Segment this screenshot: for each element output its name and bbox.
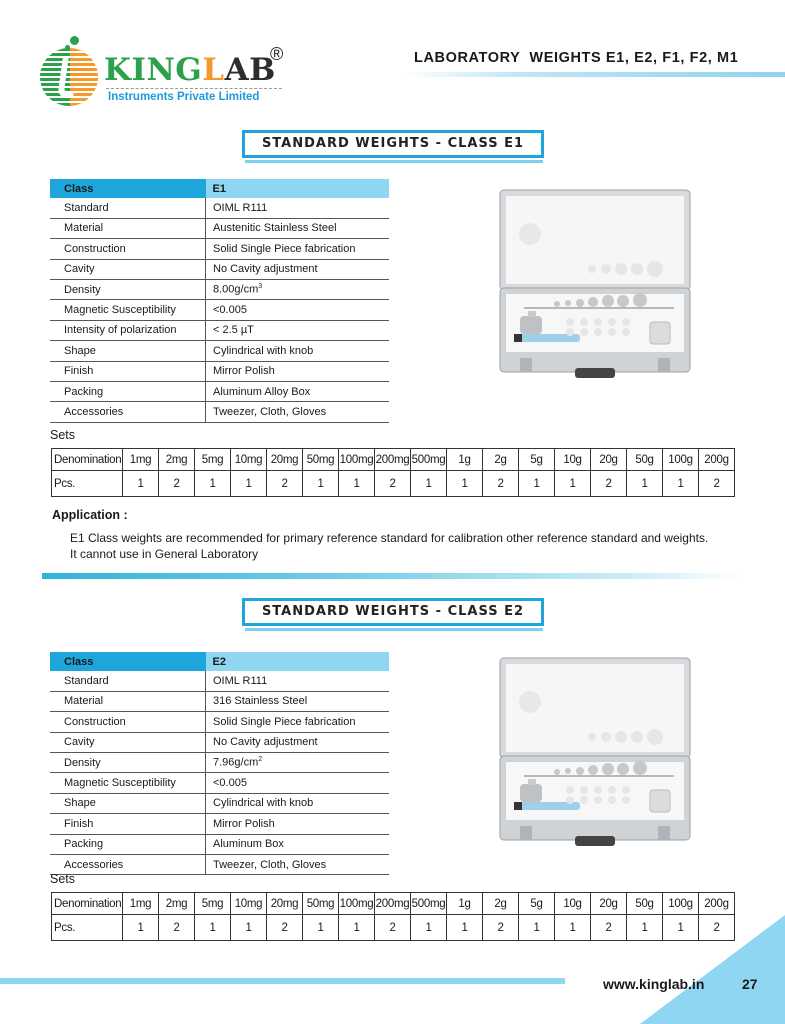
spec-value [206,814,390,834]
spec-value [206,834,390,854]
denomination-cell: 500mg [411,893,447,915]
spec-row [50,834,389,854]
spec-row [50,239,389,259]
denomination-cell: 50mg [303,893,339,915]
section-divider [42,573,742,579]
spec-row [50,300,389,320]
spec-row [50,671,389,691]
spec-label: Cavity [50,259,206,279]
denomination-cell: 2mg [159,449,195,471]
spec-label: Density [50,752,206,772]
spec-value [206,218,390,238]
pcs-cell: 1 [411,915,447,941]
pcs-cell: 1 [519,471,555,497]
pcs-cell: 2 [699,471,735,497]
spec-label: Shape [50,341,206,361]
denomination-cell: 2g [483,893,519,915]
spec-label: Shape [50,793,206,813]
spec-label: Construction [50,239,206,259]
denomination-cell: 5g [519,449,555,471]
pcs-row [52,915,735,941]
spec-row [50,691,389,711]
denomination-cell: 500mg [411,449,447,471]
spec-header-row [50,652,389,671]
pcs-cell: 2 [591,471,627,497]
spec-value [206,179,390,198]
logo-subtitle: Instruments Private Limited [108,91,260,103]
spec-value-text: < 2.5 µT [213,324,254,337]
spec-label: Material [50,691,206,711]
denomination-cell: 1g [447,449,483,471]
denomination-cell: 20mg [267,893,303,915]
spec-label: Class [50,652,206,671]
spec-value-text: Cylindrical with knob [213,344,314,357]
sets-label: Sets [50,428,76,442]
spec-label: Finish [50,814,206,834]
denomination-cell: 10mg [231,449,267,471]
pcs-label: Pcs. [52,915,123,941]
denomination-cell: 1mg [123,449,159,471]
spec-value-text: Tweezer, Cloth, Gloves [213,858,327,871]
weights-case-image [490,650,700,860]
pcs-cell: 2 [159,471,195,497]
spec-table-e1 [50,179,389,423]
pcs-cell: 1 [303,915,339,941]
pcs-cell: 2 [267,915,303,941]
spec-row [50,854,389,874]
spec-label: Standard [50,671,206,691]
spec-row [50,218,389,238]
spec-label: Finish [50,361,206,381]
denomination-cell: 10g [555,893,591,915]
pcs-cell: 1 [555,915,591,941]
pcs-cell: 1 [195,471,231,497]
spec-value-text: Tweezer, Cloth, Gloves [213,405,327,418]
spec-label: Density [50,279,206,299]
denomination-cell: 100mg [339,893,375,915]
spec-value-text: <0.005 [213,777,247,790]
footer-corner-decoration [640,915,785,1024]
spec-value-text: No Cavity adjustment [213,736,318,749]
pcs-cell: 1 [339,915,375,941]
spec-value [206,239,390,259]
denomination-cell: 100mg [339,449,375,471]
page-number: 27 [742,976,758,992]
spec-value-text: Mirror Polish [213,817,275,830]
logo-divider [106,88,282,89]
spec-row [50,259,389,279]
spec-value-text: E2 [212,655,226,668]
denomination-cell: 50g [627,449,663,471]
application-line: E1 Class weights are recommended for primary reference standard for calibration other reference standard and weights. [70,531,709,545]
pcs-cell: 2 [375,915,411,941]
denomination-cell: 100g [663,449,699,471]
spec-row [50,752,389,772]
section-heading-e2: STANDARD WEIGHTS - CLASS E2 [242,598,544,626]
denomination-cell: 200mg [375,893,411,915]
spec-value-text: OIML R111 [213,675,268,688]
denomination-cell: 20mg [267,449,303,471]
kinglab-logo [40,36,290,116]
registered-mark: ® [270,44,284,64]
spec-value [206,198,390,218]
pcs-cell: 1 [411,471,447,497]
superscript: 2 [258,756,263,764]
spec-value [206,259,390,279]
logo-wordmark: KINGLAB [104,52,276,88]
denomination-cell: 10mg [231,893,267,915]
section-underline [245,628,543,631]
spec-row [50,320,389,340]
spec-label: Class [50,179,206,198]
pcs-cell: 2 [699,915,735,941]
application-line: It cannot use in General Laboratory [70,547,259,561]
logo-dot [70,36,79,45]
pcs-cell: 1 [555,471,591,497]
pcs-cell: 1 [123,915,159,941]
denomination-cell: 200mg [375,449,411,471]
denomination-cell: 20g [591,449,627,471]
denomination-label: Denomination [52,449,123,471]
denomination-row [52,893,735,915]
spec-value [206,652,390,671]
spec-value-text: Aluminum Box [213,838,284,851]
spec-label: Magnetic Susceptibility [50,773,206,793]
denomination-label: Denomination [52,893,123,915]
spec-value-text: 316 Stainless Steel [213,695,308,708]
application-text [70,530,770,562]
denomination-cell: 1g [447,893,483,915]
spec-value-text: Cylindrical with knob [213,797,314,810]
pcs-label: Pcs. [52,471,123,497]
pcs-cell: 2 [267,471,303,497]
spec-value-text: Aluminum Alloy Box [213,385,311,398]
sets-table-e2 [51,892,735,941]
spec-label: Magnetic Susceptibility [50,300,206,320]
spec-value [206,854,390,874]
spec-row [50,279,389,299]
spec-row [50,712,389,732]
pcs-cell: 1 [231,471,267,497]
pcs-cell: 1 [663,915,699,941]
spec-row [50,341,389,361]
spec-label: Accessories [50,854,206,874]
denomination-cell: 1mg [123,893,159,915]
spec-row [50,793,389,813]
sets-label: Sets [50,872,76,886]
spec-label: Construction [50,712,206,732]
denomination-cell: 5mg [195,449,231,471]
spec-value [206,671,390,691]
spec-label: Standard [50,198,206,218]
pcs-cell: 2 [591,915,627,941]
pcs-cell: 1 [627,471,663,497]
spec-value-text: Mirror Polish [213,365,275,378]
section-underline [245,160,543,163]
sets-table-e1 [51,448,735,497]
logo-dot [65,45,70,50]
spec-value [206,793,390,813]
spec-row [50,381,389,401]
pcs-cell: 1 [447,471,483,497]
spec-value [206,381,390,401]
spec-value [206,279,390,299]
pcs-cell: 1 [123,471,159,497]
denomination-cell: 5g [519,893,555,915]
denomination-cell: 200g [699,449,735,471]
denomination-cell: 50g [627,893,663,915]
denomination-cell: 2g [483,449,519,471]
spec-row [50,361,389,381]
spec-value [206,320,390,340]
spec-row [50,773,389,793]
spec-table-e2 [50,652,389,875]
application-title: Application : [52,508,128,522]
pcs-cell: 1 [195,915,231,941]
logo-globe-icon [40,48,98,106]
denomination-cell: 50mg [303,449,339,471]
spec-label: Packing [50,834,206,854]
spec-value [206,752,390,772]
spec-value [206,361,390,381]
denomination-cell: 200g [699,893,735,915]
spec-value [206,341,390,361]
weights-case-image [490,182,700,392]
spec-label: Packing [50,381,206,401]
spec-label: Intensity of polarization [50,320,206,340]
spec-value [206,402,390,422]
spec-row [50,198,389,218]
pcs-cell: 2 [483,471,519,497]
spec-value-text: Austenitic Stainless Steel [213,222,337,235]
spec-label: Cavity [50,732,206,752]
superscript: 3 [258,283,263,291]
spec-label: Accessories [50,402,206,422]
spec-value-text: Solid Single Piece fabrication [213,715,356,728]
spec-row [50,732,389,752]
spec-row [50,402,389,422]
denomination-cell: 20g [591,893,627,915]
denomination-cell: 10g [555,449,591,471]
pcs-cell: 1 [303,471,339,497]
spec-value-text: 7.96g/cm [213,756,259,769]
page-title: LABORATORY WEIGHTS E1, E2, F1, F2, M1 [414,50,739,66]
spec-value [206,773,390,793]
spec-value [206,732,390,752]
spec-value-text: OIML R111 [213,202,268,215]
spec-value-text: <0.005 [213,304,247,317]
spec-row [50,814,389,834]
denomination-cell: 5mg [195,893,231,915]
spec-value-text: No Cavity adjustment [213,263,318,276]
denomination-row [52,449,735,471]
section-heading-e1: STANDARD WEIGHTS - CLASS E1 [242,130,544,158]
pcs-cell: 1 [231,915,267,941]
spec-value [206,300,390,320]
spec-header-row [50,179,389,198]
spec-value-text: 8.00g/cm [213,283,259,296]
footer-divider [0,978,565,984]
pcs-row [52,471,735,497]
website-link[interactable]: www.kinglab.in [603,976,705,992]
pcs-cell: 1 [339,471,375,497]
denomination-cell: 2mg [159,893,195,915]
header-divider [405,72,785,77]
pcs-cell: 1 [663,471,699,497]
spec-value-text: E1 [212,182,226,195]
pcs-cell: 2 [159,915,195,941]
spec-value [206,712,390,732]
spec-label: Material [50,218,206,238]
spec-value-text: Solid Single Piece fabrication [213,242,356,255]
pcs-cell: 1 [447,915,483,941]
spec-value [206,691,390,711]
denomination-cell: 100g [663,893,699,915]
pcs-cell: 1 [519,915,555,941]
pcs-cell: 1 [627,915,663,941]
pcs-cell: 2 [483,915,519,941]
pcs-cell: 2 [375,471,411,497]
